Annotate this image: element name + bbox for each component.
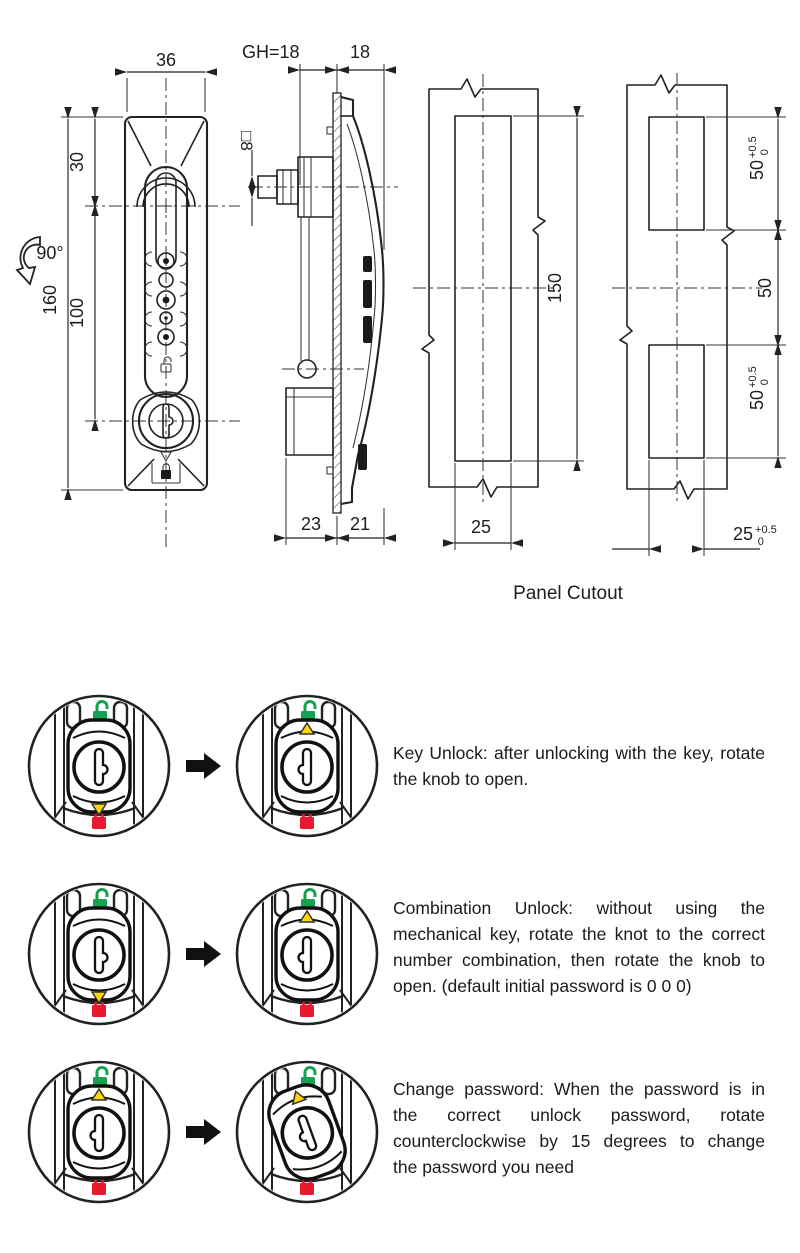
instruction-row-key-unlock bbox=[0, 693, 800, 843]
instruction-line: Combination Unlock: without using the bbox=[393, 898, 765, 918]
dim-panel-width: 25 bbox=[470, 517, 492, 537]
transition-arrow-icon bbox=[186, 751, 222, 781]
instruction-line: the knob to open. bbox=[393, 769, 529, 789]
instruction-text-key-unlock bbox=[393, 740, 765, 792]
lock-detail-unlocked bbox=[234, 693, 380, 839]
instruction-text-combination-unlock bbox=[393, 895, 765, 999]
instruction-text-change-password bbox=[393, 1076, 765, 1180]
side-view-drawing bbox=[237, 42, 398, 545]
instruction-row-change-password bbox=[0, 1059, 800, 1209]
front-view-drawing bbox=[17, 50, 240, 548]
dim-cutout-bottom: $50^{+0.5}0$ bbox=[747, 366, 771, 410]
cutout-caption: Panel Cutout bbox=[513, 583, 623, 604]
dim-front-height: 160 bbox=[40, 284, 60, 316]
cutout-view-drawing bbox=[513, 73, 786, 604]
dim-side-shaft: □8 bbox=[237, 131, 256, 151]
dim-panel-height: 150 bbox=[545, 272, 565, 304]
instruction-line: counterclockwise by 15 degrees to change bbox=[393, 1131, 765, 1151]
transition-arrow-icon bbox=[186, 939, 222, 969]
dim-cutout-width: 25 $^{+0.5}$ 0 bbox=[733, 524, 777, 548]
instruction-line: open. (default initial password is 0 0 0) bbox=[393, 976, 692, 996]
transition-arrow-icon bbox=[186, 1117, 222, 1147]
combination-dials bbox=[157, 253, 175, 345]
technical-drawing bbox=[0, 0, 800, 625]
dim-cutout-mid: 50 bbox=[755, 277, 775, 299]
instruction-line: Change password: When the password is in bbox=[393, 1079, 765, 1099]
panel-view-drawing bbox=[413, 74, 584, 550]
dim-side-grip: GH=18 bbox=[242, 42, 300, 62]
dim-cutout-top: $50^{+0.5}0$ bbox=[747, 136, 771, 180]
dim-front-top: 30 bbox=[67, 151, 87, 173]
lock-detail-rotated bbox=[234, 1059, 380, 1205]
dim-side-front: 21 bbox=[349, 514, 371, 534]
dim-front-width: 36 bbox=[155, 50, 177, 70]
dim-side-back: 23 bbox=[300, 514, 322, 534]
dim-front-rotate: 90° bbox=[36, 243, 64, 263]
instruction-line: the password you need bbox=[393, 1157, 574, 1177]
mounting-panel bbox=[333, 93, 341, 513]
lock-detail-unlocked bbox=[26, 1059, 172, 1205]
lock-detail-locked bbox=[26, 881, 172, 1027]
lock-detail-unlocked bbox=[234, 881, 380, 1027]
instruction-line: mechanical key, rotate the knot to the correct bbox=[393, 924, 765, 944]
dim-side-depth: 18 bbox=[349, 42, 371, 62]
dim-front-center: 100 bbox=[67, 297, 87, 329]
instruction-row-combination-unlock bbox=[0, 881, 800, 1031]
instruction-line: Key Unlock: after unlocking with the key, rotate bbox=[393, 743, 765, 763]
instruction-line: the correct unlock password, rotate bbox=[393, 1105, 765, 1125]
instruction-line: number combination, then rotate the knob to bbox=[393, 950, 765, 970]
lock-detail-locked bbox=[26, 693, 172, 839]
